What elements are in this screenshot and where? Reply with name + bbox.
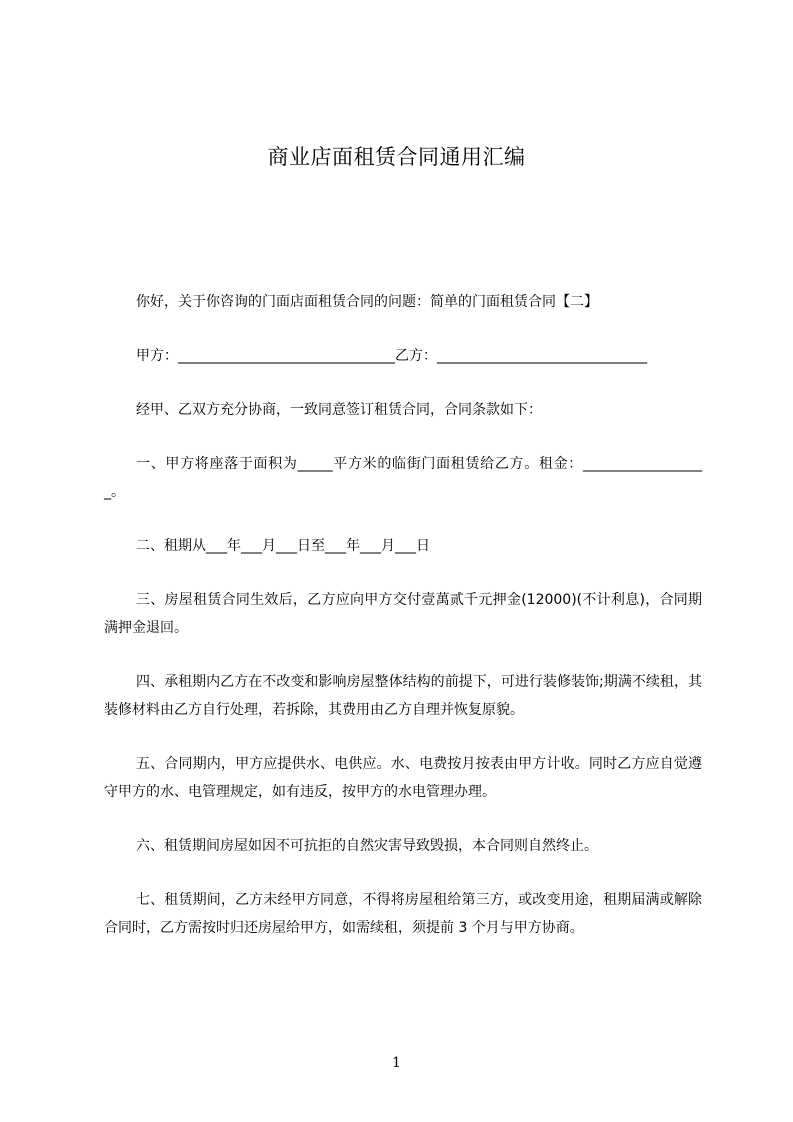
clause-3: 三、房屋租赁合同生效后，乙方应向甲方交付壹萬贰千元押金(12000)(不计利息)，合同期满押金退回。 [104,592,702,636]
paragraph-intro: 你好，关于你咨询的门面店面租赁合同的问题：简单的门面租赁合同【二】 [136,294,598,310]
paragraph-agreement: 经甲、乙双方充分协商，一致同意签订租赁合同，合同条款如下： [136,402,542,418]
clause-7: 七、租赁期间，乙方未经甲方同意，不得将房屋租给第三方，或改变用途，租期届满或解除合同时，乙方需按时归还房屋给甲方，如需续租，须提前 3 个月与甲方协商。 [104,892,702,936]
clause-2: 二、租期从___年___月___日至___年___月___日 [136,538,430,554]
paragraph-parties: 甲方：_______________________________乙方：______________________________ [136,348,647,364]
document-body [104,288,702,968]
page-number: 1 [392,1055,401,1071]
clause-5: 五、合同期内，甲方应提供水、电供应。水、电费按月按表由甲方计收。同时乙方应自觉遵守甲方的水、电管理规定，如有违反，按甲方的水电管理办理。 [104,756,702,800]
clause-4: 四、承租期内乙方在不改变和影响房屋整体结构的前提下，可进行装修装饰;期满不续租，其装修材料由乙方自行处理，若拆除，其费用由乙方自理并恢复原貌。 [104,674,702,718]
clause-6: 六、租赁期间房屋如因不可抗拒的自然灾害导致毁损，本合同则自然终止。 [136,838,598,854]
document-title: 商业店面租赁合同通用汇编 [267,145,526,169]
clause-1: 一、甲方将座落于面积为_____平方米的临街门面租赁给乙方。租金：__________________。 [104,456,702,500]
